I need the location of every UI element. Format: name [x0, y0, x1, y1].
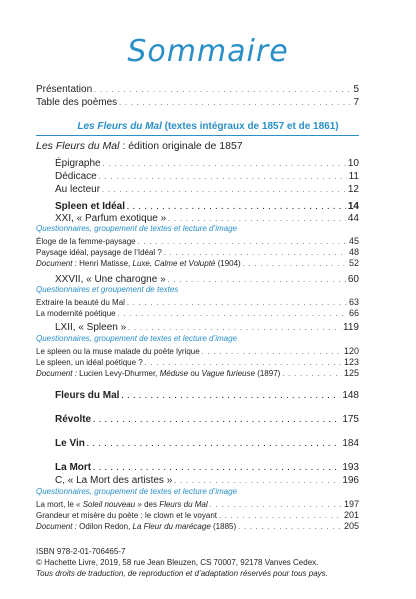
copyright: © Hachette Livre, 2019, 58 rue Jean Bleuzen, CS 70007, 92178 Vanves Cedex. [36, 558, 319, 567]
toc-entry-epigraphe[interactable]: Épigraphe . . . 10 [55, 158, 359, 169]
toc-entry-q4-2[interactable]: Grandeur et misère du poète : le clown et le voyant . . . 201 [36, 510, 359, 520]
toc-part-fleurs-du-mal[interactable]: Fleurs du Mal . . . 148 [55, 390, 359, 401]
section-title: Les Fleurs du Mal (textes intégraux de 1857 et de 1861) [77, 121, 339, 132]
toc-entry-q3-2[interactable]: Le spleen, un idéal poétique ? . . . 123 [36, 357, 359, 367]
toc-entry-q1-document[interactable]: Document : Henri Matisse, Luxe, Calme et Volupté (1904) . . . 52 [36, 258, 359, 268]
edition-heading: Les Fleurs du Mal : édition originale de 1857 [36, 140, 243, 152]
toc-entry-q2-2[interactable]: La modernité poétique . . . 66 [36, 308, 359, 318]
toc-entry-au-lecteur[interactable]: Au lecteur . . . 12 [55, 184, 359, 195]
toc-entry-c[interactable]: C, « La Mort des artistes » . . . 196 [55, 475, 359, 486]
toc-entry-page: 5 [353, 84, 359, 95]
toc-entry-xxi[interactable]: XXI, « Parfum exotique » . . . 44 [55, 213, 359, 224]
questionnaire-heading: Questionnaires, groupement de textes et lecture d’image [36, 224, 238, 233]
toc-entry-lxii[interactable]: LXII, « Spleen » . . . 119 [55, 322, 359, 333]
section-rule [36, 135, 359, 136]
toc-entry-q3-1[interactable]: Le spleen ou la muse malade du poète lyrique . . . 120 [36, 346, 359, 356]
toc-entry-q3-document[interactable]: Document : Lucien Levy-Dhurmer, Méduse ou Vague furieuse (1897) . . . 125 [36, 368, 359, 378]
toc-entry-dedicace[interactable]: Dédicace . . . 11 [55, 171, 359, 182]
questionnaire-heading: Questionnaires, groupement de textes et lecture d’image [36, 487, 238, 496]
toc-entry-xxvii[interactable]: XXVII, « Une charogne » . . . 60 [55, 274, 359, 285]
toc-entry-q4-1[interactable]: La mort, le « Soleil nouveau » des Fleurs du Mal . . . 197 [36, 499, 359, 509]
toc-entry-table-des-poemes[interactable] [36, 97, 359, 108]
questionnaire-heading: Questionnaires, groupement de textes et lecture d’image [36, 334, 238, 343]
toc-part-revolte[interactable]: Révolte . . . 175 [55, 414, 359, 425]
page-title: Sommaire [127, 34, 289, 69]
toc-entry-q1-1[interactable]: Éloge de la femme-paysage . . . 45 [36, 236, 359, 246]
toc-entry-q2-1[interactable]: Extraire la beauté du Mal . . . 63 [36, 297, 359, 307]
toc-entry-label: Table des poèmes [36, 97, 118, 108]
isbn: ISBN 978-2-01-706465-7 [36, 547, 126, 556]
questionnaire-heading: Questionnaires et groupement de textes [36, 285, 179, 294]
toc-entry-q1-2[interactable]: Paysage idéal, paysage de l’Idéal ? . . . 48 [36, 247, 359, 257]
toc-entry-label: Présentation [36, 84, 93, 95]
toc-entry-q4-document[interactable]: Document : Odilon Redon, La Fleur du marécage (1885) . . . 205 [36, 521, 359, 531]
rights-notice: Tous droits de traduction, de reproduction et d’adaptation réservés pour tous pays. [36, 569, 328, 578]
toc-entry-page: 7 [353, 97, 359, 108]
toc-entry-presentation[interactable] [36, 84, 359, 95]
toc-part-la-mort[interactable]: La Mort . . . 193 [55, 462, 359, 473]
toc-part-le-vin[interactable]: Le Vin . . . 184 [55, 438, 359, 449]
toc-part-spleen-et-ideal[interactable]: Spleen et Idéal . . . 14 [55, 201, 359, 212]
